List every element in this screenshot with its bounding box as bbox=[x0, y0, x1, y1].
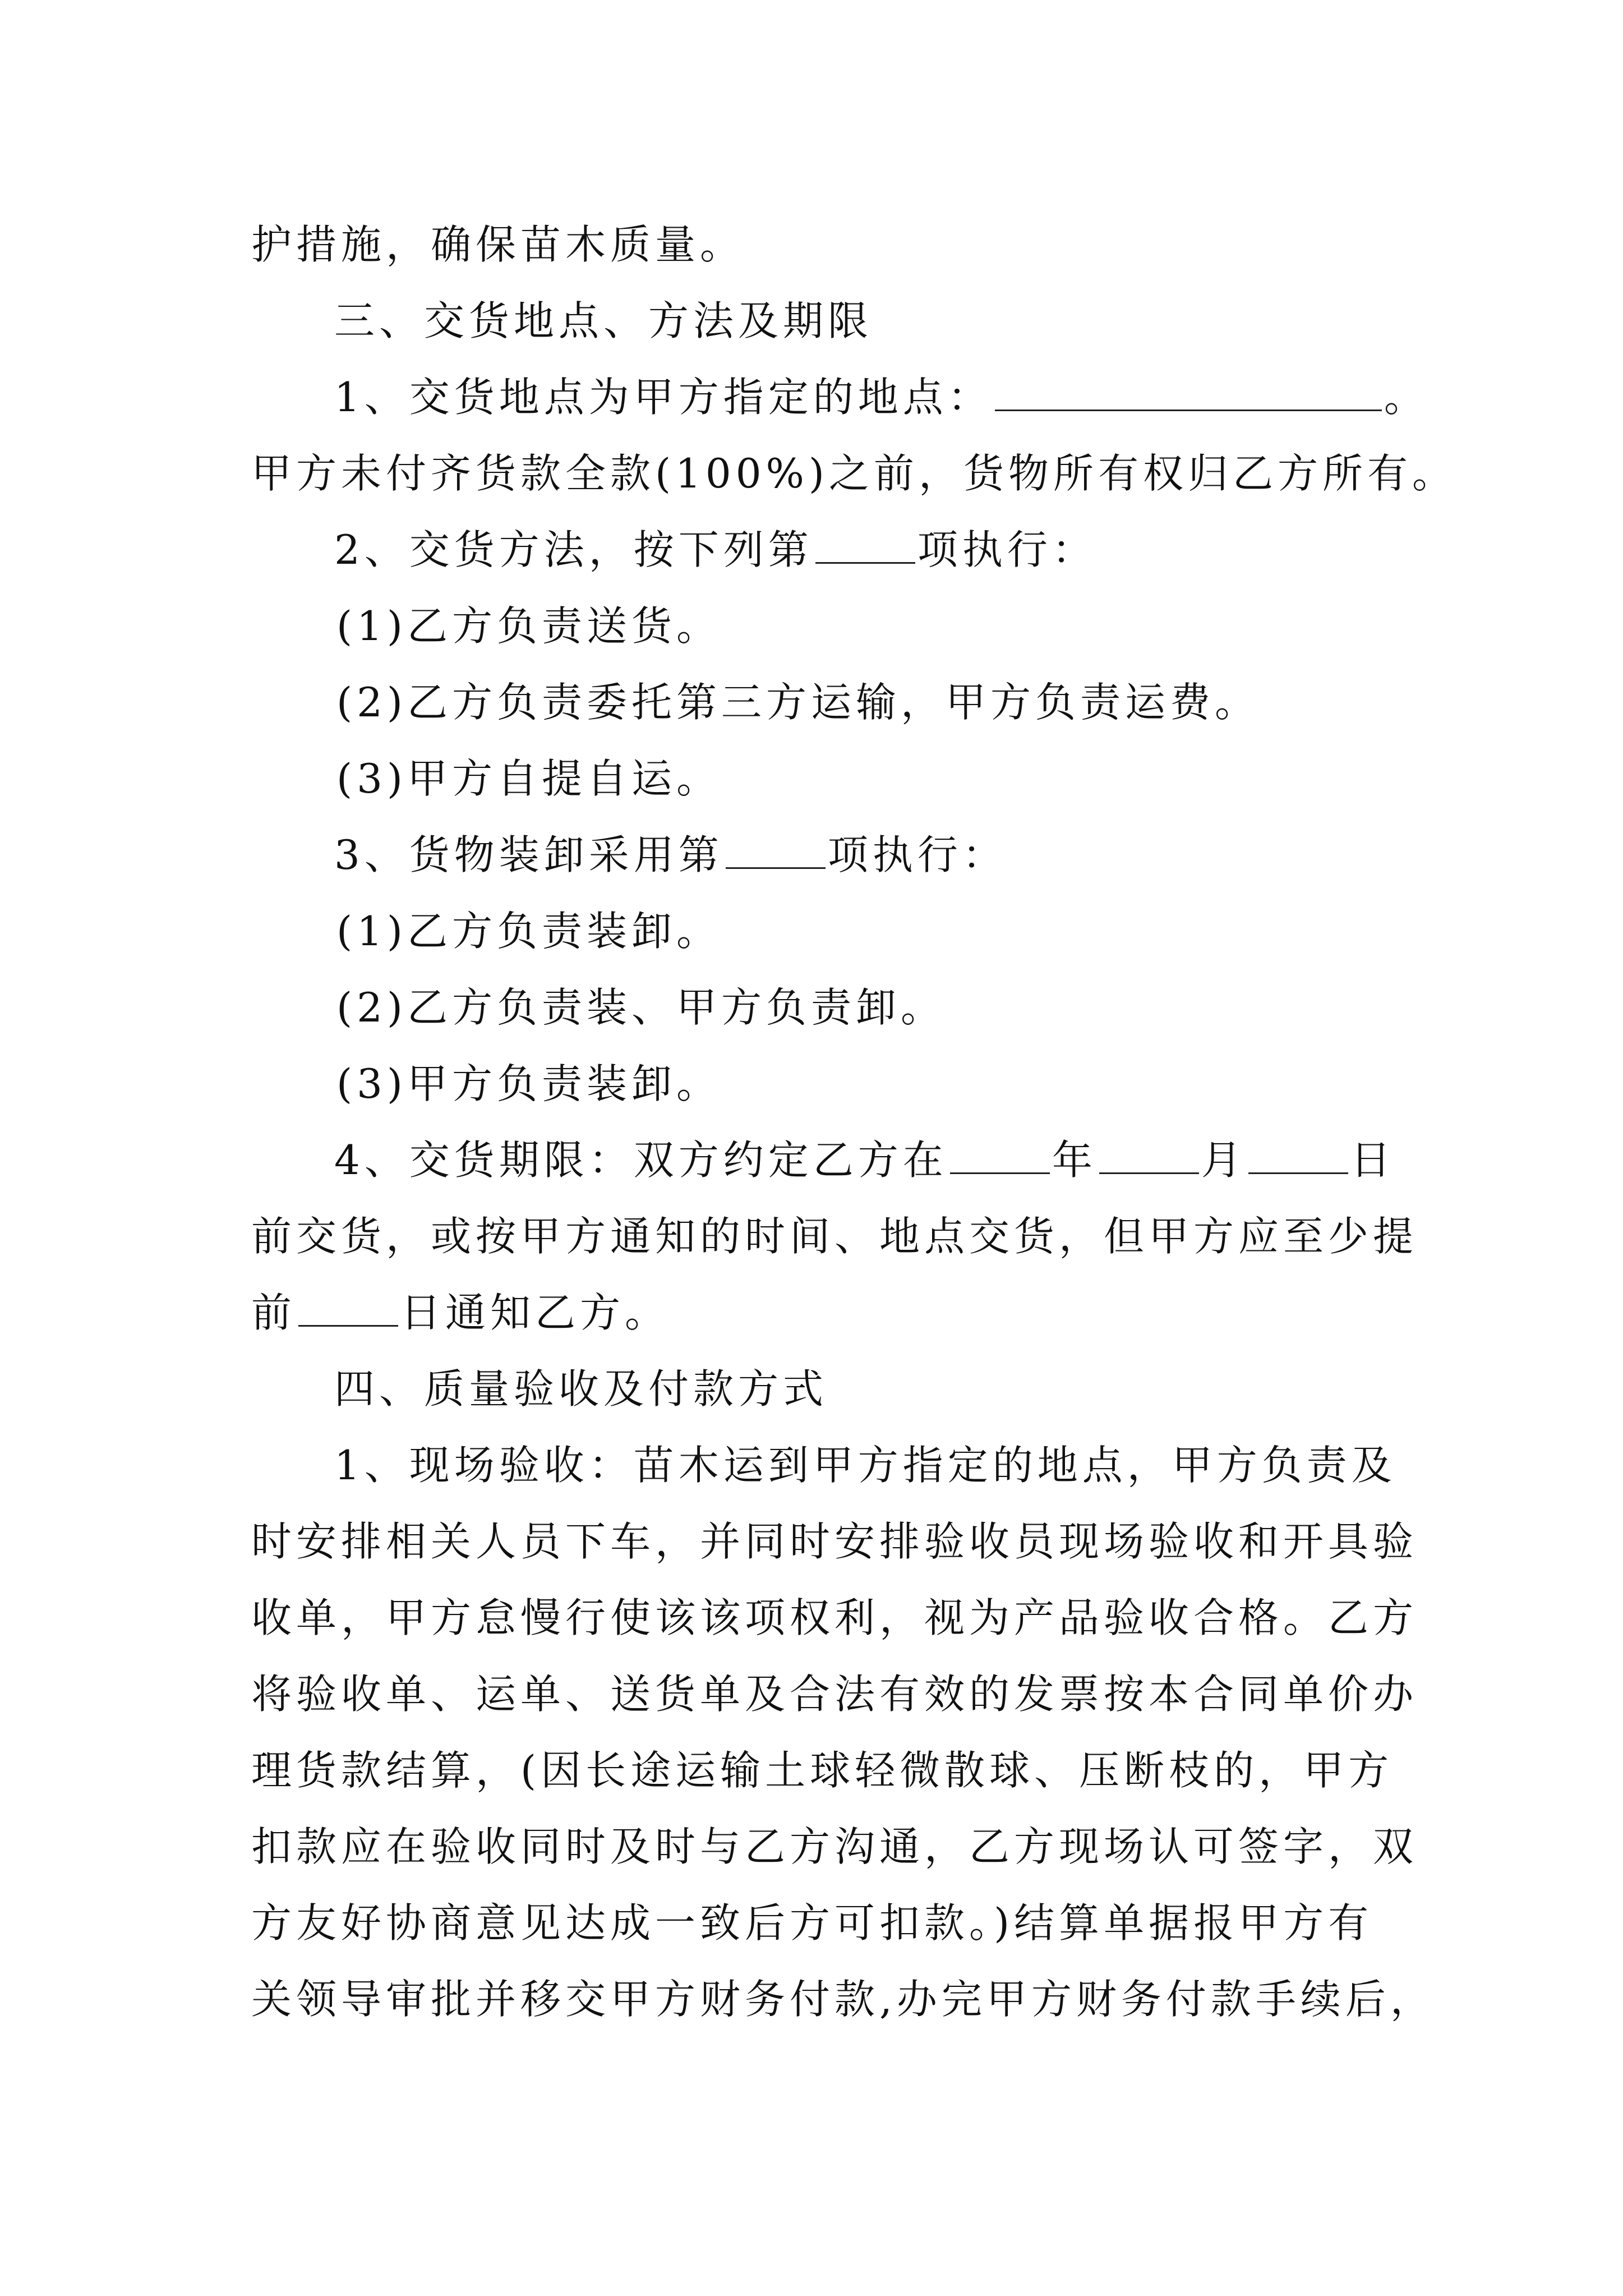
line-text: 日 bbox=[1350, 1137, 1395, 1184]
line-text: 项执行： bbox=[827, 831, 1007, 878]
fill-blank bbox=[1099, 1133, 1199, 1174]
line-text: 。 bbox=[1384, 374, 1429, 421]
line-text: (2)乙方负责委托第三方运输，甲方负责运费。 bbox=[336, 679, 1260, 726]
line-text: 4、交货期限：双方约定乙方在 bbox=[334, 1137, 948, 1184]
text-line bbox=[0, 523, 1623, 577]
option-item bbox=[0, 981, 1623, 1034]
line-text: (1)乙方负责送货。 bbox=[336, 602, 721, 650]
text-line bbox=[0, 1896, 1623, 1950]
text-line bbox=[0, 1286, 1623, 1340]
line-text: 将验收单、运单、送货单及合法有效的发票按本合同单价办 bbox=[251, 1671, 1418, 1718]
line-text: 1、现场验收：苗木运到甲方指定的地点，甲方负责及 bbox=[334, 1442, 1396, 1489]
line-text: (3)甲方自提自运。 bbox=[336, 755, 721, 802]
text-line bbox=[0, 1972, 1623, 2026]
text-line bbox=[0, 1438, 1623, 1492]
line-text: (2)乙方负责装、甲方负责卸。 bbox=[336, 984, 946, 1031]
line-text: (1)乙方负责装卸。 bbox=[336, 908, 721, 955]
text-line bbox=[0, 1820, 1623, 1874]
line-text: 时安排相关人员下车，并同时安排验收员现场验收和开具验 bbox=[251, 1518, 1418, 1565]
option-item bbox=[0, 752, 1623, 806]
line-text: 2、交货方法，按下列第 bbox=[334, 526, 813, 573]
option-item bbox=[0, 599, 1623, 653]
fill-blank bbox=[995, 370, 1382, 411]
option-item bbox=[0, 675, 1623, 729]
line-text: 日通知乙方。 bbox=[400, 1289, 670, 1336]
option-item bbox=[0, 904, 1623, 958]
line-text: 1、交货地点为甲方指定的地点： bbox=[334, 374, 993, 421]
text-line bbox=[0, 1667, 1623, 1721]
fill-blank bbox=[726, 828, 826, 869]
text-line bbox=[0, 1515, 1623, 1568]
line-text: 月 bbox=[1201, 1137, 1246, 1184]
section-heading bbox=[0, 294, 1623, 348]
text-line bbox=[0, 1591, 1623, 1645]
text-line bbox=[0, 447, 1623, 500]
heading-text: 四、质量验收及付款方式 bbox=[334, 1365, 828, 1412]
text-line bbox=[0, 370, 1623, 424]
fill-blank bbox=[950, 1133, 1050, 1174]
line-text: 前 bbox=[251, 1289, 297, 1336]
line-text: 方友好协商意见达成一致后方可扣款。)结算单据报甲方有 bbox=[251, 1899, 1373, 1947]
text-line bbox=[0, 828, 1623, 882]
line-text: 项执行： bbox=[917, 526, 1097, 573]
fill-blank bbox=[815, 523, 915, 564]
line-text: 甲方未付齐货款全款(100%)之前，货物所有权归乙方所有。 bbox=[251, 450, 1458, 497]
line-text: 前交货，或按甲方通知的时间、地点交货，但甲方应至少提 bbox=[251, 1213, 1418, 1260]
section-heading bbox=[0, 1362, 1623, 1416]
line-text: (3)甲方负责装卸。 bbox=[336, 1060, 721, 1107]
fill-blank bbox=[298, 1286, 398, 1327]
line-text: 护措施，确保苗木质量。 bbox=[251, 221, 745, 268]
line-text: 收单，甲方怠慢行使该该项权利，视为产品验收合格。乙方 bbox=[251, 1594, 1418, 1641]
line-text: 关领导审批并移交甲方财务付款,办完甲方财务付款手续后， bbox=[251, 1976, 1435, 2023]
heading-text: 三、交货地点、方法及期限 bbox=[334, 297, 873, 344]
line-text: 理货款结算，(因长途运输土球轻微散球、压断枝的，甲方 bbox=[251, 1747, 1394, 1794]
text-line bbox=[0, 1209, 1623, 1263]
line-text: 年 bbox=[1052, 1137, 1097, 1184]
text-line bbox=[0, 218, 1623, 272]
line-text: 扣款应在验收同时及时与乙方沟通，乙方现场认可签字，双 bbox=[251, 1823, 1418, 1870]
fill-blank bbox=[1248, 1133, 1348, 1174]
option-item bbox=[0, 1057, 1623, 1111]
text-line bbox=[0, 1743, 1623, 1797]
line-text: 3、货物装卸采用第 bbox=[334, 831, 723, 878]
text-line bbox=[0, 1133, 1623, 1187]
